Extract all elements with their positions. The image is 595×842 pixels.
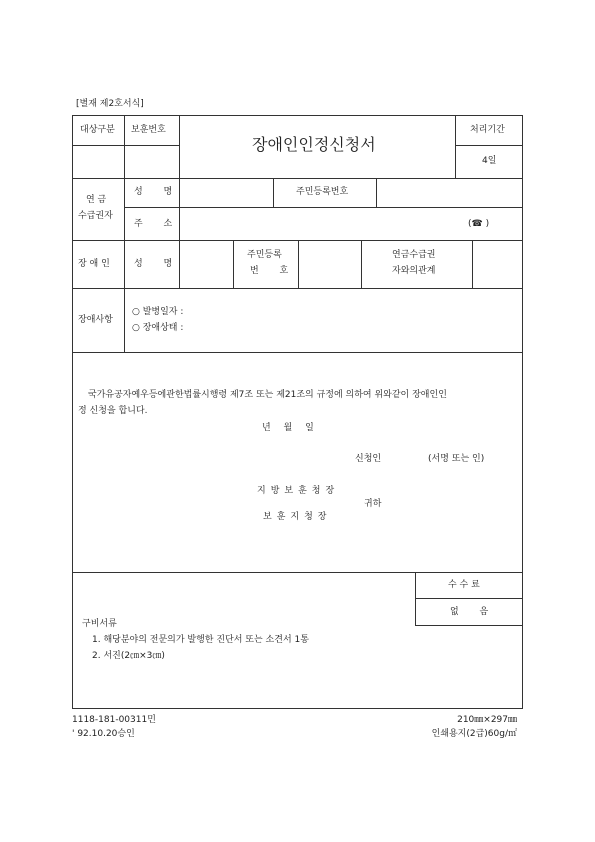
disabled-rrn-label-2: 번 호 bbox=[250, 266, 298, 276]
vline bbox=[361, 240, 362, 288]
document-item-1: 1. 해당분야의 전문의가 발행한 진단서 또는 소견서 1통 bbox=[92, 635, 309, 645]
hline bbox=[124, 207, 523, 208]
pensioner-rrn-label: 주민등록번호 bbox=[296, 187, 349, 197]
vline bbox=[415, 572, 416, 625]
fee-value: 없 음 bbox=[450, 607, 498, 617]
processing-period-label: 처리기간 bbox=[470, 125, 505, 135]
hline bbox=[72, 352, 523, 353]
disability-state-item: ○ 장애상태 : bbox=[132, 323, 184, 333]
paper-spec: 인쇄용지(2급)60g/㎡ bbox=[431, 729, 517, 739]
onset-date-item: ○ 발병일자 : bbox=[132, 307, 184, 317]
hline bbox=[415, 598, 523, 599]
document-item-2: 2. 서진(2㎝×3㎝) bbox=[92, 651, 165, 661]
signature-label: (서명 또는 인) bbox=[428, 454, 485, 464]
vline bbox=[376, 178, 377, 207]
hline bbox=[415, 625, 523, 626]
relation-label-1: 연금수급권 bbox=[392, 250, 436, 260]
target-type-label: 대상구분 bbox=[80, 125, 115, 135]
documents-title: 구비서류 bbox=[82, 619, 117, 629]
date-line: 년 월 일 bbox=[262, 423, 319, 433]
statement-line-2: 정 신청을 합니다. bbox=[78, 406, 148, 416]
pensioner-name-label: 성 명 bbox=[134, 187, 182, 197]
paper-size: 210㎜×297㎜ bbox=[457, 715, 517, 725]
applicant-label: 신청인 bbox=[355, 454, 382, 464]
fee-label: 수 수 료 bbox=[448, 580, 480, 590]
form-label: [별재 제2호서식] bbox=[76, 99, 144, 109]
relation-label-2: 자와의관계 bbox=[392, 266, 436, 276]
vline bbox=[124, 115, 125, 178]
phone-field: (☎ ) bbox=[468, 219, 490, 229]
page-title: 장애인인정신청서 bbox=[252, 135, 376, 154]
vline bbox=[179, 115, 180, 178]
vline bbox=[455, 115, 456, 178]
disabled-section-label: 장 애 인 bbox=[78, 259, 110, 269]
branch-office-label: 보훈지청장 bbox=[263, 512, 332, 522]
veteran-no-label: 보훈번호 bbox=[131, 125, 166, 135]
form-code: 1118-181-00311민 bbox=[72, 715, 156, 725]
approval-date: ' 92.10.20승인 bbox=[72, 729, 135, 739]
hline bbox=[72, 288, 523, 289]
pensioner-section-label-1: 연 금 bbox=[86, 195, 107, 205]
vline bbox=[298, 240, 299, 288]
hline bbox=[72, 572, 523, 573]
statement-line-1: 국가유공자예우등에관한법률시행령 제7조 또는 제21조의 규정에 의하여 위와같이 장애인인 bbox=[88, 390, 447, 400]
hline bbox=[72, 178, 523, 179]
hline bbox=[455, 145, 523, 146]
disabled-name-label: 성 명 bbox=[134, 259, 182, 269]
vline bbox=[124, 178, 125, 352]
pensioner-address-label: 주 소 bbox=[134, 219, 182, 229]
disability-section-label: 장애사항 bbox=[78, 315, 113, 325]
regional-office-label: 지방보훈청장 bbox=[257, 486, 340, 496]
processing-days: 4일 bbox=[482, 156, 497, 166]
vline bbox=[273, 178, 274, 207]
disabled-rrn-label-1: 주민등록 bbox=[247, 250, 282, 260]
addressee-label: 귀하 bbox=[364, 499, 382, 509]
pensioner-section-label-2: 수급권자 bbox=[78, 211, 113, 221]
vline bbox=[233, 240, 234, 288]
hline bbox=[72, 145, 179, 146]
vline bbox=[472, 240, 473, 288]
